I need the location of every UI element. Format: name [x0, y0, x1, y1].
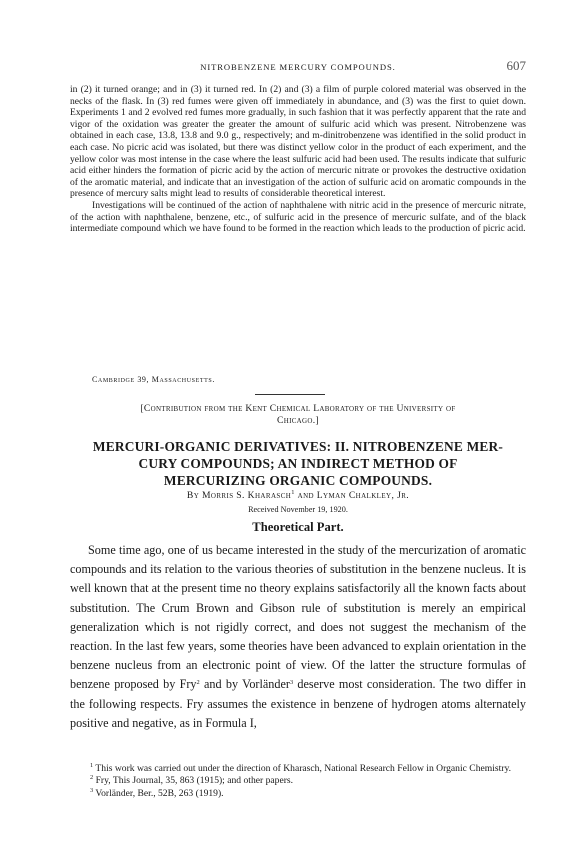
footnote-1	[70, 763, 526, 775]
footnote-3-mark: 3	[90, 786, 94, 794]
footnote-3-text: Vorländer, Ber., 52B, 263 (1919).	[93, 787, 224, 799]
authors-prefix: By Morris S. Kharasch	[186, 490, 292, 501]
footnote-3	[70, 788, 526, 800]
received-date: Received November 19, 1920.	[248, 505, 348, 514]
footnote-1-mark: 1	[90, 762, 94, 769]
article-title	[70, 438, 526, 489]
author-line	[70, 490, 526, 501]
author-footnote-mark: 1	[291, 489, 295, 496]
article-title-line-2: CURY COMPOUNDS; AN INDIRECT METHOD OF	[138, 456, 458, 471]
contribution-line-1: [Contribution from the Kent Chemical Laboratory of the University of	[140, 403, 456, 414]
article-body	[70, 541, 526, 733]
article-paragraph-part-b: and by Vorländer	[199, 677, 290, 692]
page-number: 607	[506, 58, 526, 73]
continuation-paragraph-2: Investigations will be continued of the action of naphthalene with nitric acid in the presence of mercuric nitrate, of the action with naphthalene, benzene, etc., of sulfuric acid in the presence of mercuric sulfate, and of the black intermediate compound which we have found to be formed in the reaction which leads to the production of picric acid.	[70, 199, 526, 235]
contribution-line-2: Chicago.]	[277, 415, 319, 427]
fry-footnote-mark: 2	[196, 679, 200, 687]
footnote-2-mark: 2	[90, 774, 94, 782]
contribution-note	[70, 403, 526, 428]
article-title-line-3: MERCURIZING ORGANIC COMPOUNDS.	[163, 473, 433, 488]
article-title-line-1: MERCURI-ORGANIC DERIVATIVES: II. NITROBENZENE MER-	[92, 439, 504, 454]
running-title: NITROBENZENE MERCURY COMPOUNDS.	[200, 62, 396, 72]
article-paragraph	[70, 541, 526, 733]
continuation-text	[70, 84, 526, 235]
footnote-1-text: This work was carried out under the direction of Kharasch, National Research Fellow in Organic Chemistry.	[93, 763, 512, 774]
footnote-2-text: Fry, This Journal, 35, 863 (1915); and other papers.	[93, 775, 294, 787]
section-heading: Theoretical Part.	[252, 520, 344, 534]
authors-suffix: and Lyman Chalkley, Jr.	[294, 490, 410, 501]
footnotes	[70, 763, 526, 800]
section-divider	[255, 394, 325, 395]
location-line: Cambridge 39, Massachusetts.	[92, 375, 215, 384]
running-head	[70, 58, 526, 76]
continuation-paragraph-1: in (2) it turned orange; and in (3) it turned red. In (2) and (3) a film of purple colored material was observed in the necks of the flask. In (3) red fumes were given off immediately in abundance, and (3) was the first to quiet down. Experiments 1 and 2 evolved red fumes more gradually, in such fashion that it was perfectly apparent that the rate and vigor of the oxidation was greater the greater the amount of sulfuric acid which was present. Nitrobenzene was obtained in each case, 13.8, 13.8 and 9.0 g., respectively; and m-dinitrobenzene was identified in the solid product in each case. No picric acid was isolated, but there was distinct yellow color in the product of each experiment, and the yellow color was most intense in the case where the least sulfuric acid had been used. The results indicate that sulfuric acid either hinders the formation of picric acid by the action of mercuric nitrate or provokes the destructive oxidation of the aromatic material, and indicate that an investigation of the action of sulfuric acid on aromatic compounds in the presence of mercury salts might lead to results of considerable theoretical interest.	[70, 84, 526, 200]
vorlander-footnote-mark: 3	[289, 679, 294, 687]
article-paragraph-part-a: Some time ago, one of us became interested in the study of the mercurization of aromatic compounds and its relation to the various theories of substitution in the benzene nucleus. It is well known that at the present time no theory explains satisfactorily all the known facts about substitution. The Crum Brown and Gibson rule of substitution is merely an empirical generalization which is not rigidly correct, and does not suggest the mechanism of the reaction. In the last few years, some theories have been advanced to explain orientation in the benzene nucleus from an electronic point of view. Of the latter the structure formulas of benzene proposed by Fry	[70, 543, 526, 692]
article-paragraph-part-c: deserve most consideration. The two differ in the following respects. Fry assumes the existence in benzene of hydrogen atoms alternately positive and negative, as in Formula I,	[70, 677, 526, 730]
footnote-2	[70, 775, 526, 787]
